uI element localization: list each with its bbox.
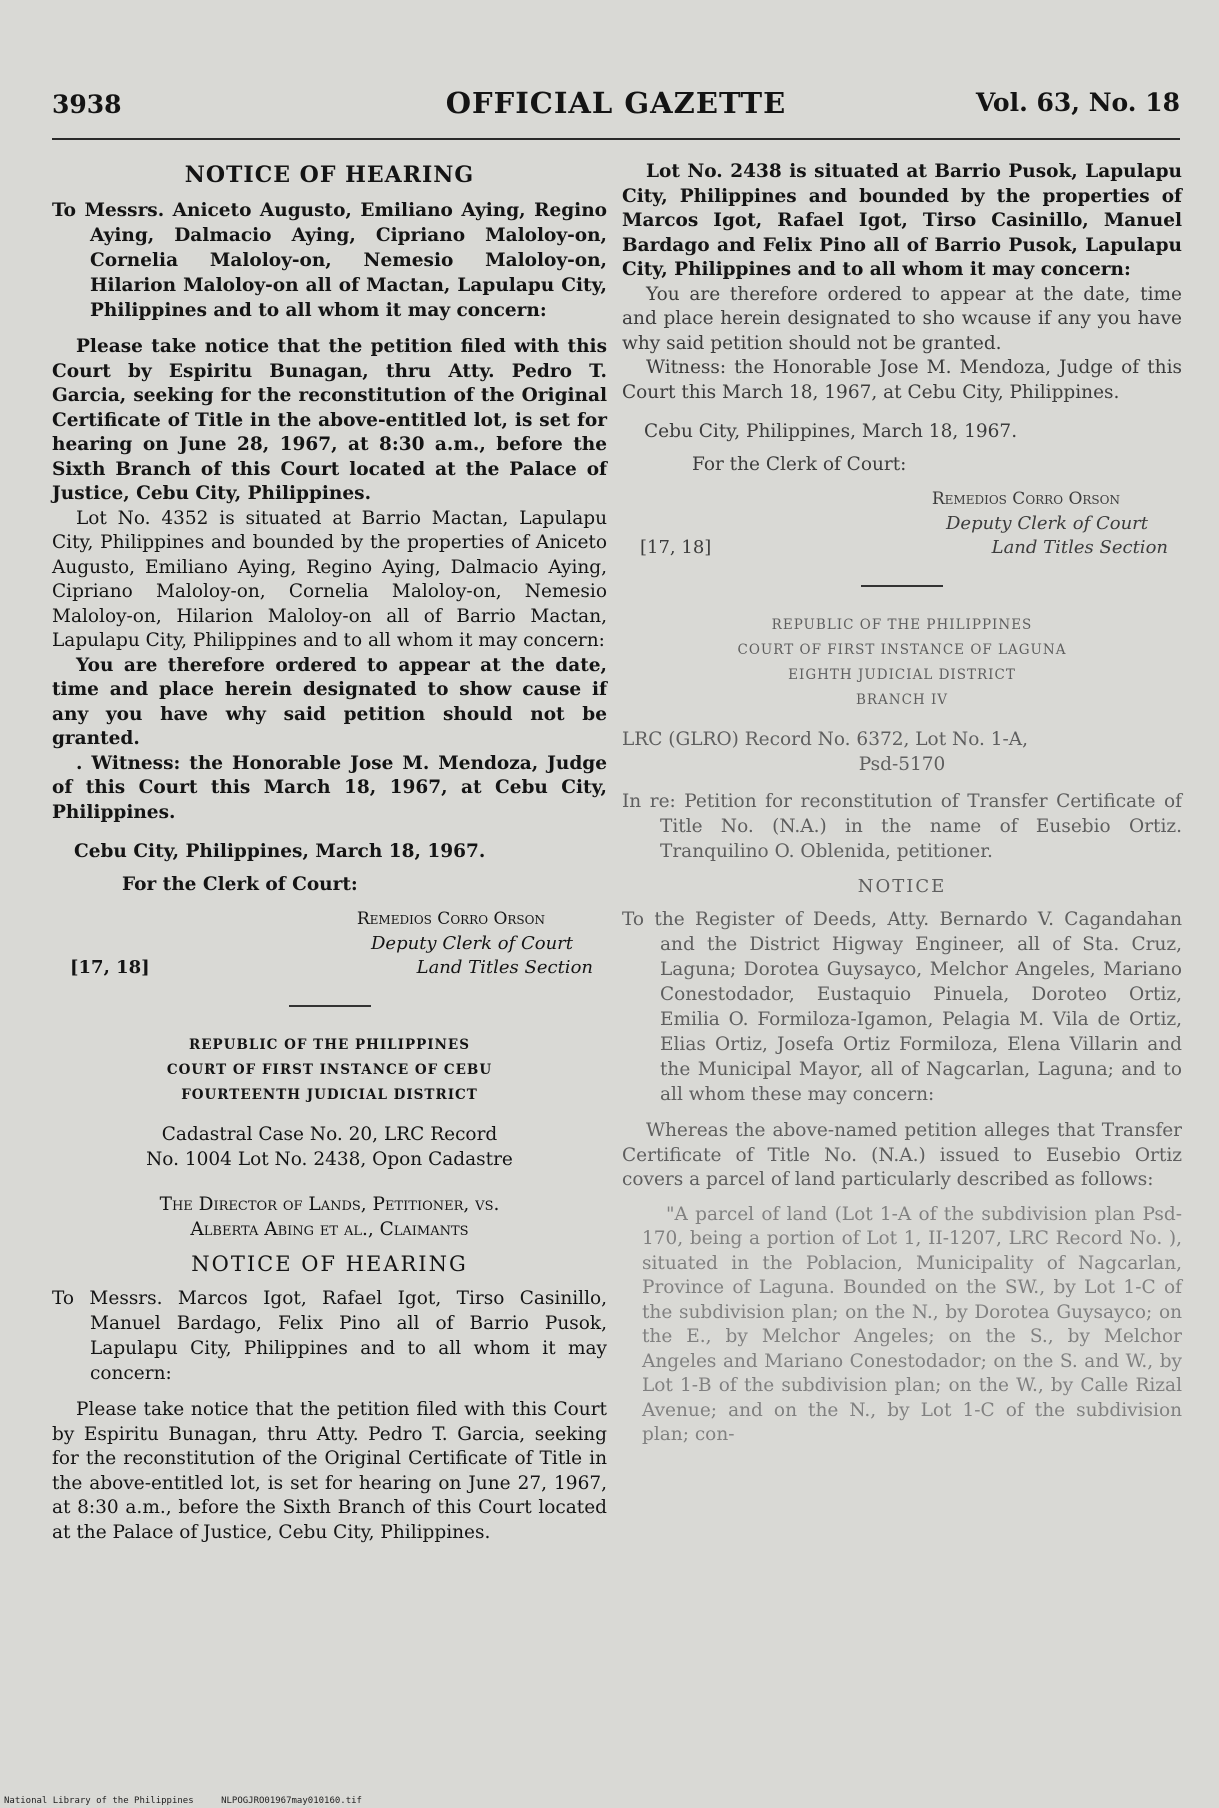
notice3-caption-line: COURT OF FIRST INSTANCE OF LAGUNA xyxy=(737,642,1067,658)
notice2-sign-title1: Deputy Clerk of Court xyxy=(946,513,1148,534)
page-header xyxy=(52,86,1180,126)
notice2-addressee: To Messrs. Marcos Igot, Rafael Igot, Tirso Casinillo, Manuel Bardago, Felix Pino all of Barrio Pusok, Lapulapu City, Philippines and to all whom it may concern: xyxy=(52,1288,607,1384)
notice2-signature xyxy=(622,489,1182,567)
notice2-parties-line: Alberta Abing et al., Claimants xyxy=(190,1219,469,1240)
notice1-sign-name: Remedios Corro Orson xyxy=(356,909,545,929)
notice1-sign-title1: Deputy Clerk of Court xyxy=(371,933,573,954)
notice2-case-line: Cadastral Case No. 20, LRC Record xyxy=(161,1124,498,1145)
separator xyxy=(289,1005,371,1007)
notice3-caption xyxy=(622,613,1182,713)
right-column xyxy=(622,160,1182,1448)
footer-file: NLPOGJRO01967may010160.tif xyxy=(221,1796,362,1806)
notice3-caption-line: EIGHTH JUDICIAL DISTRICT xyxy=(788,667,1016,683)
notice2-date: Cebu City, Philippines, March 18, 1967. xyxy=(644,421,1018,442)
header-rule xyxy=(52,138,1180,140)
notice1-signature xyxy=(52,909,607,987)
notice2-caption-line: COURT OF FIRST INSTANCE OF CEBU xyxy=(166,1062,493,1078)
notice1-paragraph xyxy=(52,335,607,507)
notice3-p1: Whereas the above-named petition alleges that Transfer Certificate of Title No. (N.A.) issued to Eusebio Ortiz covers a parcel of land particularly described as follows: xyxy=(622,1120,1182,1190)
notice3-addressee: To the Register of Deeds, Atty. Bernardo V. Cagandahan and the District Higway Engineer, all of Sta. Cruz, Laguna; Dorotea Guysayco, Melchor Angeles, Mariano Conestodador, Eustaquio Pinuela, Doroteo Ortiz, Emilia O. Formiloza-Igamon, Pelagia M. Vila de Ortiz, Elias Ortiz, Josefa Ortiz Formiloza, Elena Villarin and the Municipal Mayor, all of Nagcarlan, Laguna; and to all whom these may concern: xyxy=(622,909,1182,1105)
notice3-caption-line: REPUBLIC OF THE PHILIPPINES xyxy=(771,617,1033,633)
notice1-for-clerk: For the Clerk of Court: xyxy=(122,874,358,895)
notice1-p2: Lot No. 4352 is situated at Barrio Mactan, Lapulapu City, Philippines and bounded by the properties of Aniceto Augusto, Emiliano Aying, Regino Aying, Dalmacio Aying, Cipriano Maloloy-on, Cornelia Maloloy-on, Nemesio Maloloy-on, Hilarion Maloloy-on all of Barrio Mactan, Lapulapu City, Philippines and to all whom it may concern: xyxy=(52,507,607,651)
notice2-ref: [17, 18] xyxy=(640,537,712,558)
notice2-sign-name: Remedios Corro Orson xyxy=(931,489,1120,509)
notice3-p2: "A parcel of land (Lot 1-A of the subdivision plan Psd-170, being a portion of Lot 1, II-1207, LRC Record No. ), situated in the Poblacion, Municipality of Nagcarlan, Province of Laguna. Bounded on the SW., by Lot 1-C of the subdivision plan; on the N., by Dorotea Guysayco; on the E., by Melchor Angeles; on the S., by Melchor Angeles and Mariano Conestodador; on the S. and W., by Lot 1-B of the subdivision plan; on the W., by Calle Rizal Avenue; and on the N., by Lot 1-C of the subdivision plan; con- xyxy=(642,1203,1182,1445)
notice2-heading: NOTICE OF HEARING xyxy=(191,1252,468,1276)
separator xyxy=(861,585,943,587)
notice1-ref: [17, 18] xyxy=(70,957,150,978)
notice2-caption xyxy=(52,1033,607,1108)
notice2-for-clerk: For the Clerk of Court: xyxy=(692,454,907,475)
notice3-heading: NOTICE xyxy=(857,876,947,897)
notice3-in-re: In re: Petition for reconstitution of Transfer Certificate of Title No. (N.A.) in the name of Eusebio Ortiz. Tranquilino O. Oblenida, petitioner. xyxy=(622,791,1182,862)
notice2-caption-line: FOURTEENTH JUDICIAL DISTRICT xyxy=(181,1087,478,1103)
notice2-case xyxy=(52,1122,607,1172)
notice2-parties-line: The Director of Lands, Petitioner, vs. xyxy=(159,1194,500,1215)
page-number: 3938 xyxy=(52,90,122,119)
notice1-addressee: To Messrs. Aniceto Augusto, Emiliano Aying, Regino Aying, Dalmacio Aying, Cipriano Maloloy-on, Cornelia Maloloy-on, Nemesio Maloloy-on, Hilarion Maloloy-on all of Mactan, Lapulapu City, Philippines and to all whom it may concern: xyxy=(52,200,607,321)
notice1-sign-title2: Land Titles Section xyxy=(416,957,593,978)
notice1-paragraph xyxy=(52,507,607,654)
notice2-p1: Please take notice that the petition filed with this Court by Espiritu Bunagan, thru Atty. Pedro T. Garcia, seeking for the reconstitution of the Original Certificate of Title in the above-entitled lot, is set for hearing on June 27, 1967, at 8:30 a.m., before the Sixth Branch of this Court located at the Palace of Justice, Cebu City, Philippines. xyxy=(52,1399,607,1543)
notice1-p3: You are therefore ordered to appear at the date, time and place herein designated to show cause if any you have why said petition should not be granted. xyxy=(52,654,607,749)
notice3-record-line1: LRC (GLRO) Record No. 6372, Lot No. 1-A, xyxy=(622,729,1029,750)
notice2-p3: You are therefore ordered to appear at the date, time and place herein designated to sho wcause if any you have why said petition should not be granted. xyxy=(622,283,1182,354)
volume-number: Vol. 63, No. 18 xyxy=(975,88,1180,117)
notice3-record xyxy=(622,727,1182,777)
publication-title: OFFICIAL GAZETTE xyxy=(445,86,787,120)
left-column xyxy=(52,160,607,1545)
notice1-p1: Please take notice that the petition filed with this Court by Espiritu Bunagan, thru Atty. Pedro T. Garcia, seeking for the reconstitution of the Original Certificate of Title in the above-entitled lot, is set for hearing on June 28, 1967, at 8:30 a.m., before the Sixth Branch of this Court located at the Palace of Justice, Cebu City, Philippines. xyxy=(52,336,607,504)
notice2-caption-line: REPUBLIC OF THE PHILIPPINES xyxy=(189,1037,470,1053)
scan-footer xyxy=(4,1796,384,1806)
notice3-caption-line: BRANCH IV xyxy=(855,692,949,708)
notice1-heading: NOTICE OF HEARING xyxy=(184,162,475,188)
notice1-p4: . Witness: the Honorable Jose M. Mendoza, Judge of this Court this March 18, 1967, at Cebu City, Philippines. xyxy=(52,752,607,823)
notice2-p2: Lot No. 2438 is situated at Barrio Pusok, Lapulapu City, Philippines and bounded by the properties of Marcos Igot, Rafael Igot, Tirso Casinillo, Manuel Bardago and Felix Pino all of Barrio Pusok, Lapulapu City, Philippines and to all whom it may concern: xyxy=(622,161,1182,280)
notice3-record-line2: Psd-5170 xyxy=(858,754,946,775)
footer-library: National Library of the Philippines xyxy=(4,1796,194,1806)
notice2-case-line: No. 1004 Lot No. 2438, Opon Cadastre xyxy=(146,1149,513,1170)
notice2-p4: Witness: the Honorable Jose M. Mendoza, Judge of this Court this March 18, 1967, at Cebu City, Philippines. xyxy=(622,357,1182,403)
notice2-sign-title2: Land Titles Section xyxy=(991,537,1168,558)
notice2-parties xyxy=(52,1192,607,1242)
notice1-date: Cebu City, Philippines, March 18, 1967. xyxy=(74,841,486,862)
